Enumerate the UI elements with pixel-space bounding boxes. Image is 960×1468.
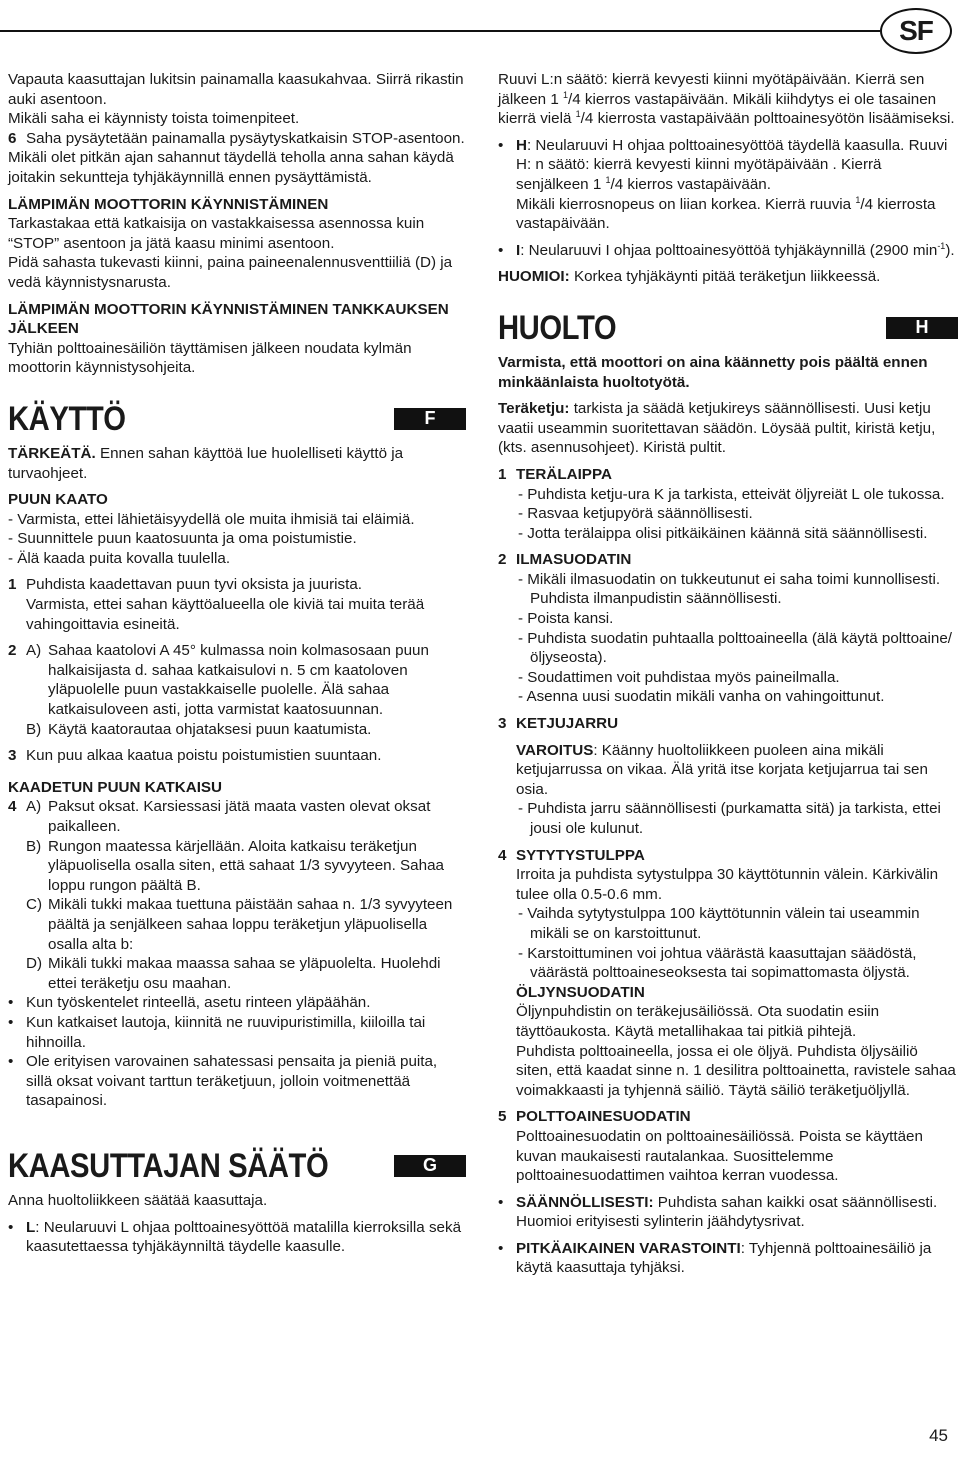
- bullet-icon: •: [8, 1218, 14, 1236]
- heading-warm-start-refuel: LÄMPIMÄN MOOTTORIN KÄYNNISTÄMINEN TANKKAUKSEN JÄLKEEN: [8, 300, 449, 338]
- paragraph: Öljynpuhdistin on teräkejusäiliössä. Ota suodatin esiin täyttöaukosta. Käytä metallihakaa tai pitkiä pihtejä.: [516, 1003, 880, 1040]
- item-3: 3 KETJUJARRU: [498, 715, 619, 733]
- paragraph: Irroita ja puhdista sytystulppa 30 käyttötunnin välein. Kärkivälin tulee olla 0.5-0.6 mm.: [516, 866, 939, 903]
- subheading-oil-filter: ÖLJYNSUODATIN: [516, 983, 645, 1001]
- dash-item: - Vaihda sytytystulppa 100 käyttötunnin välein tai useammin mikäli se on karstoittunut.: [518, 905, 920, 942]
- dash-item: - Mikäli ilmasuodatin on tukkeutunut ei saha toimi kunnollisesti. Puhdista ilmanpudistin säännöllisesti.: [518, 570, 941, 608]
- paragraph: Tyhiän polttoainesäiliön täyttämisen jälkeen noudata kylmän moottorin käynnistysohjeita.: [8, 339, 412, 377]
- step-text: Saha pysäytetään painamalla pysäytyskatkaisin STOP-asentoon.: [26, 129, 465, 147]
- dash-item: - Karstoittuminen voi johtua väärästä kaasuttajan säädöstä, väärästä polttoaineseoksesta tai sopimattomasta öljystä.: [518, 944, 917, 982]
- bullet-icon: •: [498, 136, 504, 154]
- item-2: 2 ILMASUODATIN: [498, 551, 632, 569]
- dash-item: - Poista kansi.: [518, 610, 614, 628]
- dash-item: - Puhdista ketju-ura K ja tarkista, etteivät öljyreiät L ole tukossa.: [518, 485, 945, 503]
- paragraph: Mikäli saha ei käynnisty toista toimenpiteet.: [8, 110, 300, 128]
- paragraph: Teräketju: tarkista ja säädä ketjukireys säännöllisesti. Uusi ketju vaatii useammin suoritettavan säädön. Löysää pultit, kiristä ketju, (kts. asennusohjeet). Kiristä pultit.: [498, 400, 936, 457]
- section-code: G: [394, 1155, 466, 1177]
- bullet-item: • Ole erityisen varovainen sahatessasi pensaita ja pieniä puita, sillä oksat voivant tarttun teräketjuun, jolloin voitmenettää tasapainosi.: [8, 1053, 438, 1110]
- dash-item: - Puhdista suodatin puhtaalla polttoaineella (älä käytä polttoaine/öljyseosta).: [518, 629, 952, 667]
- paragraph: Polttoainesuodatin on polttoainesäiliössä. Poista se käyttäen kuvan maukaisesti rautalankaa. Suosittelemme polttoainesuodattimen vaihtoa kerran vuodessa.: [516, 1127, 923, 1185]
- step-2b: B) Käytä kaatorautaa ohjataksesi puun kaatumista.: [26, 720, 372, 738]
- bullet-icon: •: [8, 1013, 14, 1031]
- step-4d: D) Mikäli tukki makaa maassa sahaa se yläpuolelta. Huolehdi ettei teräketju osu maahan.: [26, 955, 441, 992]
- item-4: 4 SYTYTYSTULPPA: [498, 846, 645, 864]
- section-title: HUOLTO: [498, 308, 617, 347]
- heading-warm-start: LÄMPIMÄN MOOTTORIN KÄYNNISTÄMINEN: [8, 195, 329, 213]
- paragraph: Puhdista polttoaineella, jossa ei ole öljyä. Puhdista öljysäiliö siten, että kaadat sinne n. 1 desilitra polttoainetta, ravistele sahaa voimakkaasti ja tyhjennä säiliö. Täytä säiliö teräketjuöljyllä.: [516, 1042, 956, 1099]
- dash-item: - Asenna uusi suodatin mikäli vanha on vahingoittunut.: [518, 688, 885, 706]
- language-badge: SF: [880, 8, 952, 54]
- bullet-item: • I: Neularuuvi I ohjaa polttoainesyöttöä tyhjäkäynnillä (2900 $\min^{-1}$).: [498, 240, 955, 259]
- section-title: KÄYTTÖ: [8, 399, 126, 438]
- bullet-icon: •: [498, 1193, 504, 1211]
- bullet-icon: •: [498, 1239, 504, 1257]
- important-note: TÄRKEÄTÄ. Ennen sahan käyttöä lue huolelliseti käyttö ja turvaohjeet.: [8, 444, 404, 482]
- item-1: 1 TERÄLAIPPA: [498, 465, 612, 483]
- note: HUOMIOI: Korkea tyhjäkäynti pitää teräketjun liikkeessä.: [498, 268, 881, 286]
- item-5: 5 POLTTOAINESUODATIN: [498, 1108, 691, 1126]
- section-title: KAASUTTAJAN SÄÄTÖ: [8, 1146, 329, 1185]
- bullet-item: • H: Neularuuvi H ohjaa polttoainesyöttöä täydellä kaasulla. Ruuvi H: n säätö: kierrä kevyesti kiinni myötäpäivään . Kierrä senjälkeen 1 $^1$/4 kierros vastapäivään. Mikäli kierrosnopeus on liian korkea. Kierrä ruuvia $^1$/4 kierrosta vastapäivään.: [498, 136, 948, 233]
- bullet-item: • L: Neularuuvi L ohjaa polttoainesyöttöä matalilla kierroksilla sekä kaasutettaessa tyhjäkäynniltä täydelle kaasulle.: [8, 1218, 462, 1256]
- bullet-icon: •: [8, 994, 14, 1012]
- heading-felling: PUUN KAATO: [8, 491, 108, 509]
- bullet-icon: •: [8, 1053, 14, 1071]
- section-code: F: [394, 408, 466, 430]
- paragraph: Vapauta kaasuttajan lukitsin painamalla kaasukahvaa. Siirrä rikastin auki asentoon.: [8, 71, 464, 108]
- section-code: H: [886, 317, 958, 339]
- dash-item: - Jotta terälaippa olisi pitkäikäinen käännä sitä säännöllisesti.: [518, 524, 928, 542]
- step-3: 3 Kun puu alkaa kaatua poistu poistumistien suuntaan.: [8, 747, 382, 765]
- step-4c: C) Mikäli tukki makaa tuettuna päistään sahaa n. 1/3 syvyyteen päältä ja senjälkeen sahaa loppu teräketjun yläpuolisella osalla alta b:: [26, 896, 453, 953]
- step-6: [8, 129, 466, 149]
- dash-item: - Puhdista jarru säännöllisesti (purkamatta sitä) ja tarkista, ettei jousi ole kulunut.: [518, 800, 941, 837]
- heading-crosscutting: KAADETUN PUUN KATKAISU: [8, 778, 223, 796]
- bullet-item: • PITKÄAIKAINEN VARASTOINTI: Tyhjennä polttoainesäiliö ja käytä kaasuttaja tyhjäksi.: [498, 1239, 932, 1277]
- dash-item: - Soudattimen voit puhdistaa myös paineilmalla.: [518, 668, 840, 686]
- step-4: 4 A) Paksut oksat. Karsiessasi jätä maata vasten olevat oksat paikalleen.: [8, 798, 431, 835]
- section-use-header: [8, 400, 466, 438]
- step-1: 1 Puhdista kaadettavan puun tyvi oksista ja juurista. Varmista, ettei sahan käyttöalueella ole kiviä tai muita terää vahingoittavia esineitä.: [8, 576, 425, 633]
- step-4b: B) Rungon maatessa kärjellään. Aloita katkaisu teräketjun yläpuolisella osalla siten, että sahaat 1/3 syvyyteen. Sahaa loppu rungon päältä B.: [26, 837, 444, 894]
- bullet-icon: •: [498, 241, 504, 259]
- bullet-item: • SÄÄNNÖLLISESTI: Puhdista sahan kaikki osat säännöllisesti. Huomioi erityisesti sylinterin jäähdytysrivat.: [498, 1193, 938, 1231]
- bullet-item: • Kun työskentelet rinteellä, asetu rinteen yläpäähän.: [8, 994, 371, 1012]
- section-maintenance-header: [498, 309, 958, 347]
- paragraph: Pidä sahasta tukevasti kiinni, paina paineenalennusventtiiliä (D) ja vedä käynnistysnarusta.: [8, 254, 453, 291]
- paragraph: Mikäli olet pitkän ajan sahannut täydellä teholla anna sahan käydä joitakin sekuntteja tyhjäkäynnillä ennen pysäyttämistä.: [8, 149, 454, 186]
- step-2: 2 A) Sahaa kaatolovi A 45° kulmassa noin kolmasosaan puun halkaisijasta d. sahaa katkaisulovi n. 5 cm kaatoloven yläpuolelle puun vastakkaiselle puolelle. Älä sahaa katkaisuloveen asti, jotta varmistat kaatosuunnan.: [8, 642, 429, 719]
- paragraph: Ruuvi L:n säätö: kierrä kevyesti kiinni myötäpäivään. Kierrä sen jälkeen 1 $^1$/4 kierros vastapäivään. Mikäli kiihdytys ei ole tasainen kierrä vielä $^1$/4 kierrosta vastapäivään polttoainesyötön lisäämiseksi.: [498, 71, 955, 128]
- section-carb-header: [8, 1147, 466, 1185]
- dash-item: - Rasvaa ketjupyörä säännöllisesti.: [518, 505, 753, 523]
- dash-item: - Suunnittele puun kaatosuunta ja oma poistumistie.: [8, 530, 357, 548]
- paragraph: Anna huoltoliikkeen säätää kaasuttaja.: [8, 1191, 268, 1209]
- page-number: 45: [929, 1426, 948, 1445]
- bullet-item: • Kun katkaiset lautoja, kiinnitä ne ruuvipuristimilla, kiiloilla tai hihnoilla.: [8, 1013, 426, 1051]
- paragraph: Tarkastakaa että katkaisija on vastakkaisessa asennossa kuin “STOP” asentoon ja jätä kaasu minimi asentoon.: [8, 215, 425, 252]
- left-column: [8, 70, 466, 1257]
- warning-text: Varmista, että moottori on aina käännetty pois päältä ennen minkäänlaista huoltotyötä.: [498, 353, 928, 391]
- right-column: [498, 70, 958, 1278]
- header-rule: [0, 30, 880, 32]
- step-number: 6: [8, 129, 17, 147]
- dash-item: - Varmista, ettei lähietäisyydellä ole muita ihmisiä tai eläimiä.: [8, 510, 415, 528]
- dash-item: - Älä kaada puita kovalla tuulella.: [8, 549, 231, 567]
- warning-text: VAROITUS: Käänny huoltoliikkeen puoleen aina mikäli ketjujarrussa on vikaa. Älä yritä itse korjata ketjujarrua tai sen osia.: [516, 741, 928, 798]
